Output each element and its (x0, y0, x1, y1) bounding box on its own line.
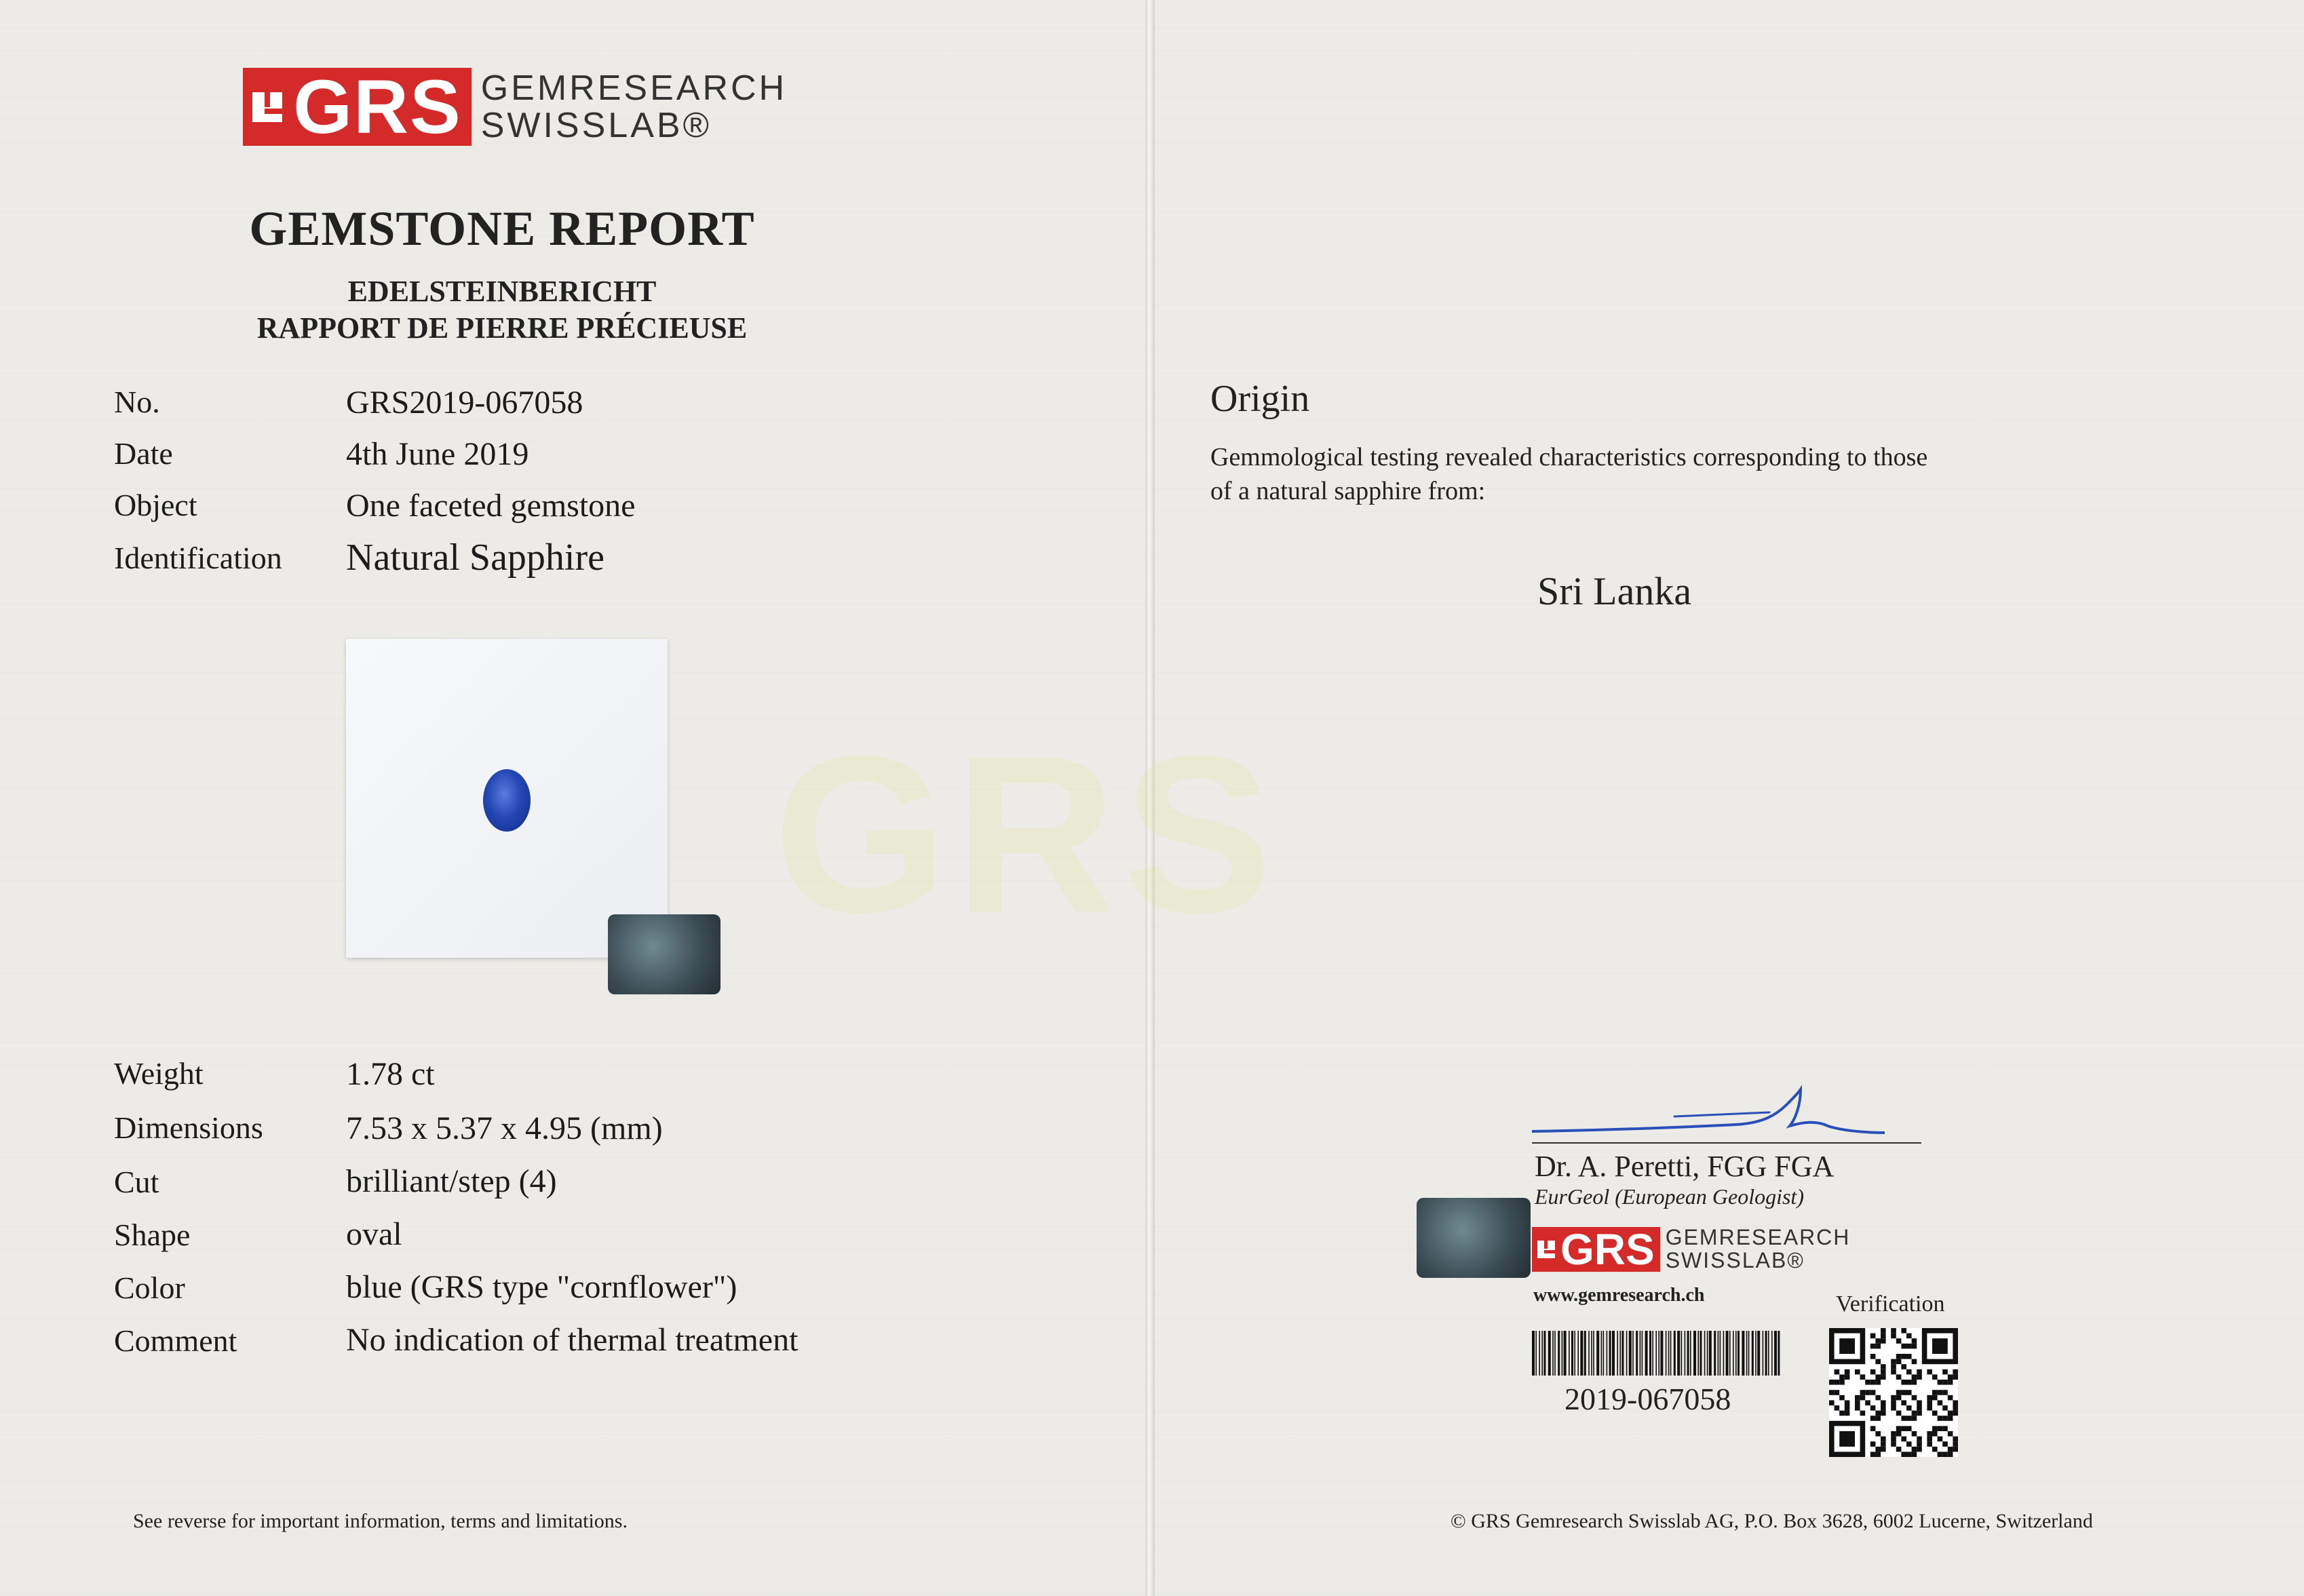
logo-word: GRS (293, 64, 462, 149)
signer-title: EurGeol (European Geologist) (1535, 1184, 1804, 1209)
field-label-dimensions: Dimensions (114, 1110, 263, 1145)
origin-heading: Origin (1210, 378, 1310, 420)
field-label-object: Object (114, 488, 197, 522)
grs-logo-badge (243, 64, 472, 149)
field-label-no: No. (114, 385, 160, 419)
logo-line1: GEMRESEARCH (480, 68, 788, 108)
field-value-no: GRS2019-067058 (346, 385, 583, 421)
logo-small-line1: GEMRESEARCH (1665, 1225, 1851, 1249)
field-label-cut: Cut (114, 1165, 159, 1199)
website-url[interactable]: www.gemresearch.ch (1533, 1285, 1705, 1306)
logo-small-word: GRS (1560, 1224, 1655, 1274)
sapphire-gem-image (483, 769, 531, 832)
field-value-shape: oval (346, 1216, 402, 1252)
grs-watermark: GRS (773, 709, 1280, 959)
field-label-shape: Shape (114, 1218, 191, 1252)
report-title-french: RAPPORT DE PIERRE PRÉCIEUSE (256, 311, 748, 345)
field-value-color: blue (GRS type "cornflower") (346, 1269, 737, 1305)
barcode-icon (1532, 1331, 1783, 1376)
origin-text-line1: Gemmological testing revealed characteristics corresponding to those (1210, 443, 1928, 471)
footer-copyright: © GRS Gemresearch Swisslab AG, P.O. Box 3628, 6002 Lucerne, Switzerland (1451, 1510, 2093, 1532)
report-title: GEMSTONE REPORT (249, 201, 755, 256)
field-value-comment: No indication of thermal treatment (346, 1322, 799, 1358)
field-label-identification: Identification (114, 541, 282, 575)
field-label-comment: Comment (114, 1323, 237, 1358)
report-title-german: EDELSTEINBERICHT (347, 275, 657, 308)
hologram-seal-signature (1417, 1198, 1531, 1278)
origin-text-line2: of a natural sapphire from: (1210, 477, 1486, 505)
field-value-cut: brilliant/step (4) (346, 1163, 557, 1199)
barcode-number: 2019-067058 (1564, 1382, 1731, 1416)
field-label-color: Color (114, 1270, 185, 1305)
logo-small-text (1666, 1226, 1851, 1272)
grs-logo-small (1532, 1226, 1850, 1272)
logo-line2: SWISSLAB® (480, 105, 712, 145)
grs-logo-small-badge (1532, 1224, 1660, 1274)
logo-small-line2: SWISSLAB® (1665, 1247, 1805, 1272)
verification-label: Verification (1836, 1291, 1945, 1317)
qr-code-icon[interactable] (1829, 1328, 1958, 1457)
footer-disclaimer: See reverse for important information, terms and limitations. (133, 1510, 628, 1532)
field-value-date: 4th June 2019 (346, 436, 529, 472)
field-label-date: Date (114, 436, 173, 471)
field-value-dimensions: 7.53 x 5.37 x 4.95 (mm) (346, 1110, 663, 1146)
field-value-object: One faceted gemstone (346, 488, 636, 524)
field-value-weight: 1.78 ct (346, 1056, 435, 1092)
handwritten-signature (1532, 1085, 1885, 1148)
field-label-weight: Weight (114, 1056, 204, 1091)
logo-text (481, 70, 787, 144)
grs-logo (243, 64, 788, 149)
signer-name: Dr. A. Peretti, FGG FGA (1535, 1150, 1835, 1183)
signature-line (1532, 1142, 1921, 1144)
field-value-identification: Natural Sapphire (346, 537, 604, 579)
origin-country: Sri Lanka (1537, 569, 1692, 613)
swiss-cross-icon (252, 92, 282, 122)
hologram-seal (608, 914, 721, 994)
swiss-cross-icon (1537, 1241, 1555, 1258)
